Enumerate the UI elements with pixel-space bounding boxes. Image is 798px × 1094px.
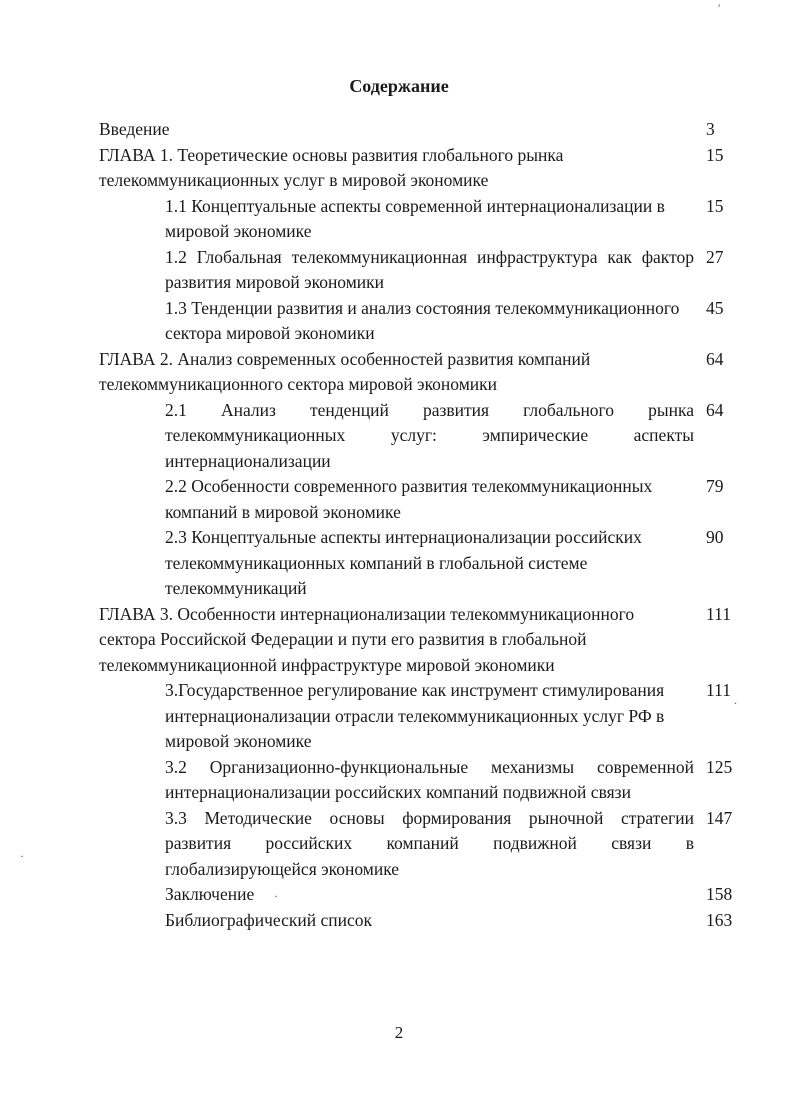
toc-entry-page: 3 bbox=[706, 119, 715, 139]
toc-entry-page: 147 bbox=[706, 807, 733, 828]
toc-entry bbox=[99, 194, 739, 245]
toc-entry-title: 2.2 Особенности современного развития телекоммуникационных компаний в мировой экономике bbox=[165, 476, 653, 522]
toc-entry bbox=[99, 882, 739, 908]
toc-entry bbox=[99, 755, 739, 806]
toc-entry-title: 3.Государственное регулирование как инструмент стимулирования интернационализации отрасли телекоммуникационных услуг РФ в мировой экономике bbox=[165, 680, 665, 751]
toc-entry-page: 64 bbox=[706, 399, 724, 420]
toc-entry-title: 1.3 Тенденции развития и анализ состояния телекоммуникационного сектора мировой экономики bbox=[165, 297, 680, 343]
toc-entry bbox=[99, 398, 739, 475]
toc-entry-title: 3.2 Организационно-функциональные механизмы современной интернационализации российских компаний подвижной связи bbox=[165, 756, 694, 802]
toc-entry-title: ГЛАВА 2. Анализ современных особенностей развития компаний телекоммуникационного сектора мировой экономики bbox=[99, 348, 591, 394]
toc-entry bbox=[99, 602, 739, 679]
toc-entry-title: Библиографический список bbox=[165, 909, 373, 930]
toc-entry bbox=[99, 143, 739, 194]
toc-entry bbox=[99, 347, 739, 398]
page-title: Содержание bbox=[349, 76, 449, 96]
toc-entry-page: 90 bbox=[706, 527, 724, 547]
toc-entry-page: 163 bbox=[706, 909, 733, 930]
toc-entry bbox=[99, 678, 739, 755]
toc-entry-page: 15 bbox=[706, 195, 724, 216]
toc-entry-page: 45 bbox=[706, 297, 724, 318]
scan-speck: . bbox=[734, 693, 737, 707]
toc-entry-page: 111 bbox=[706, 603, 731, 624]
scan-speck: · bbox=[20, 849, 24, 863]
toc-entry-title: ГЛАВА 3. Особенности интернационализации телекоммуникационного сектора Российской Федерации и пути его развития в глобальной телекоммуникационной инфраструктуре мировой экономики bbox=[99, 603, 635, 675]
toc-entry-page: 27 bbox=[706, 246, 724, 267]
toc-entry bbox=[99, 474, 739, 525]
toc-entry-page: 125 bbox=[706, 756, 733, 777]
toc-entry-title: 1.1 Концептуальные аспекты современной интернационализации в мировой экономике bbox=[165, 195, 665, 241]
toc-entry bbox=[99, 908, 739, 934]
toc-entry-page: 15 bbox=[706, 144, 724, 165]
scan-speck: ′ bbox=[718, 1, 721, 15]
toc-entry bbox=[99, 806, 739, 883]
toc-entry bbox=[99, 117, 739, 143]
toc-entry-title: Введение bbox=[99, 119, 170, 139]
scan-speck: · bbox=[274, 889, 278, 903]
toc-entry-page: 79 bbox=[706, 476, 724, 496]
toc-entry-title: ГЛАВА 1. Теоретические основы развития глобального рынка телекоммуникационных услуг в мировой экономике bbox=[99, 144, 564, 190]
toc-entry-page: 158 bbox=[706, 884, 733, 904]
toc-entry-page: 64 bbox=[706, 348, 724, 369]
toc-entry-title: 2.3 Концептуальные аспекты интернационализации российских телекоммуникационных компаний в глобальной системе телекоммуникаций bbox=[165, 527, 642, 598]
table-of-contents bbox=[99, 117, 739, 933]
toc-entry bbox=[99, 296, 739, 347]
toc-entry bbox=[99, 525, 739, 602]
toc-entry-title: 2.1 Анализ тенденций развития глобального рынка телекоммуникационных услуг: эмпирические аспекты интернационализации bbox=[165, 399, 694, 471]
toc-entry bbox=[99, 245, 739, 296]
toc-entry-title: 1.2 Глобальная телекоммуникационная инфраструктура как фактор развития мировой экономики bbox=[165, 246, 694, 292]
toc-entry-title: 3.3 Методические основы формирования рыночной стратегии развития российских компаний подвижной связи в глобализирующейся экономике bbox=[165, 807, 694, 879]
toc-entry-title: Заключение bbox=[165, 884, 255, 904]
page-number: 2 bbox=[394, 1023, 404, 1042]
toc-entry-page: 111 bbox=[706, 680, 731, 700]
